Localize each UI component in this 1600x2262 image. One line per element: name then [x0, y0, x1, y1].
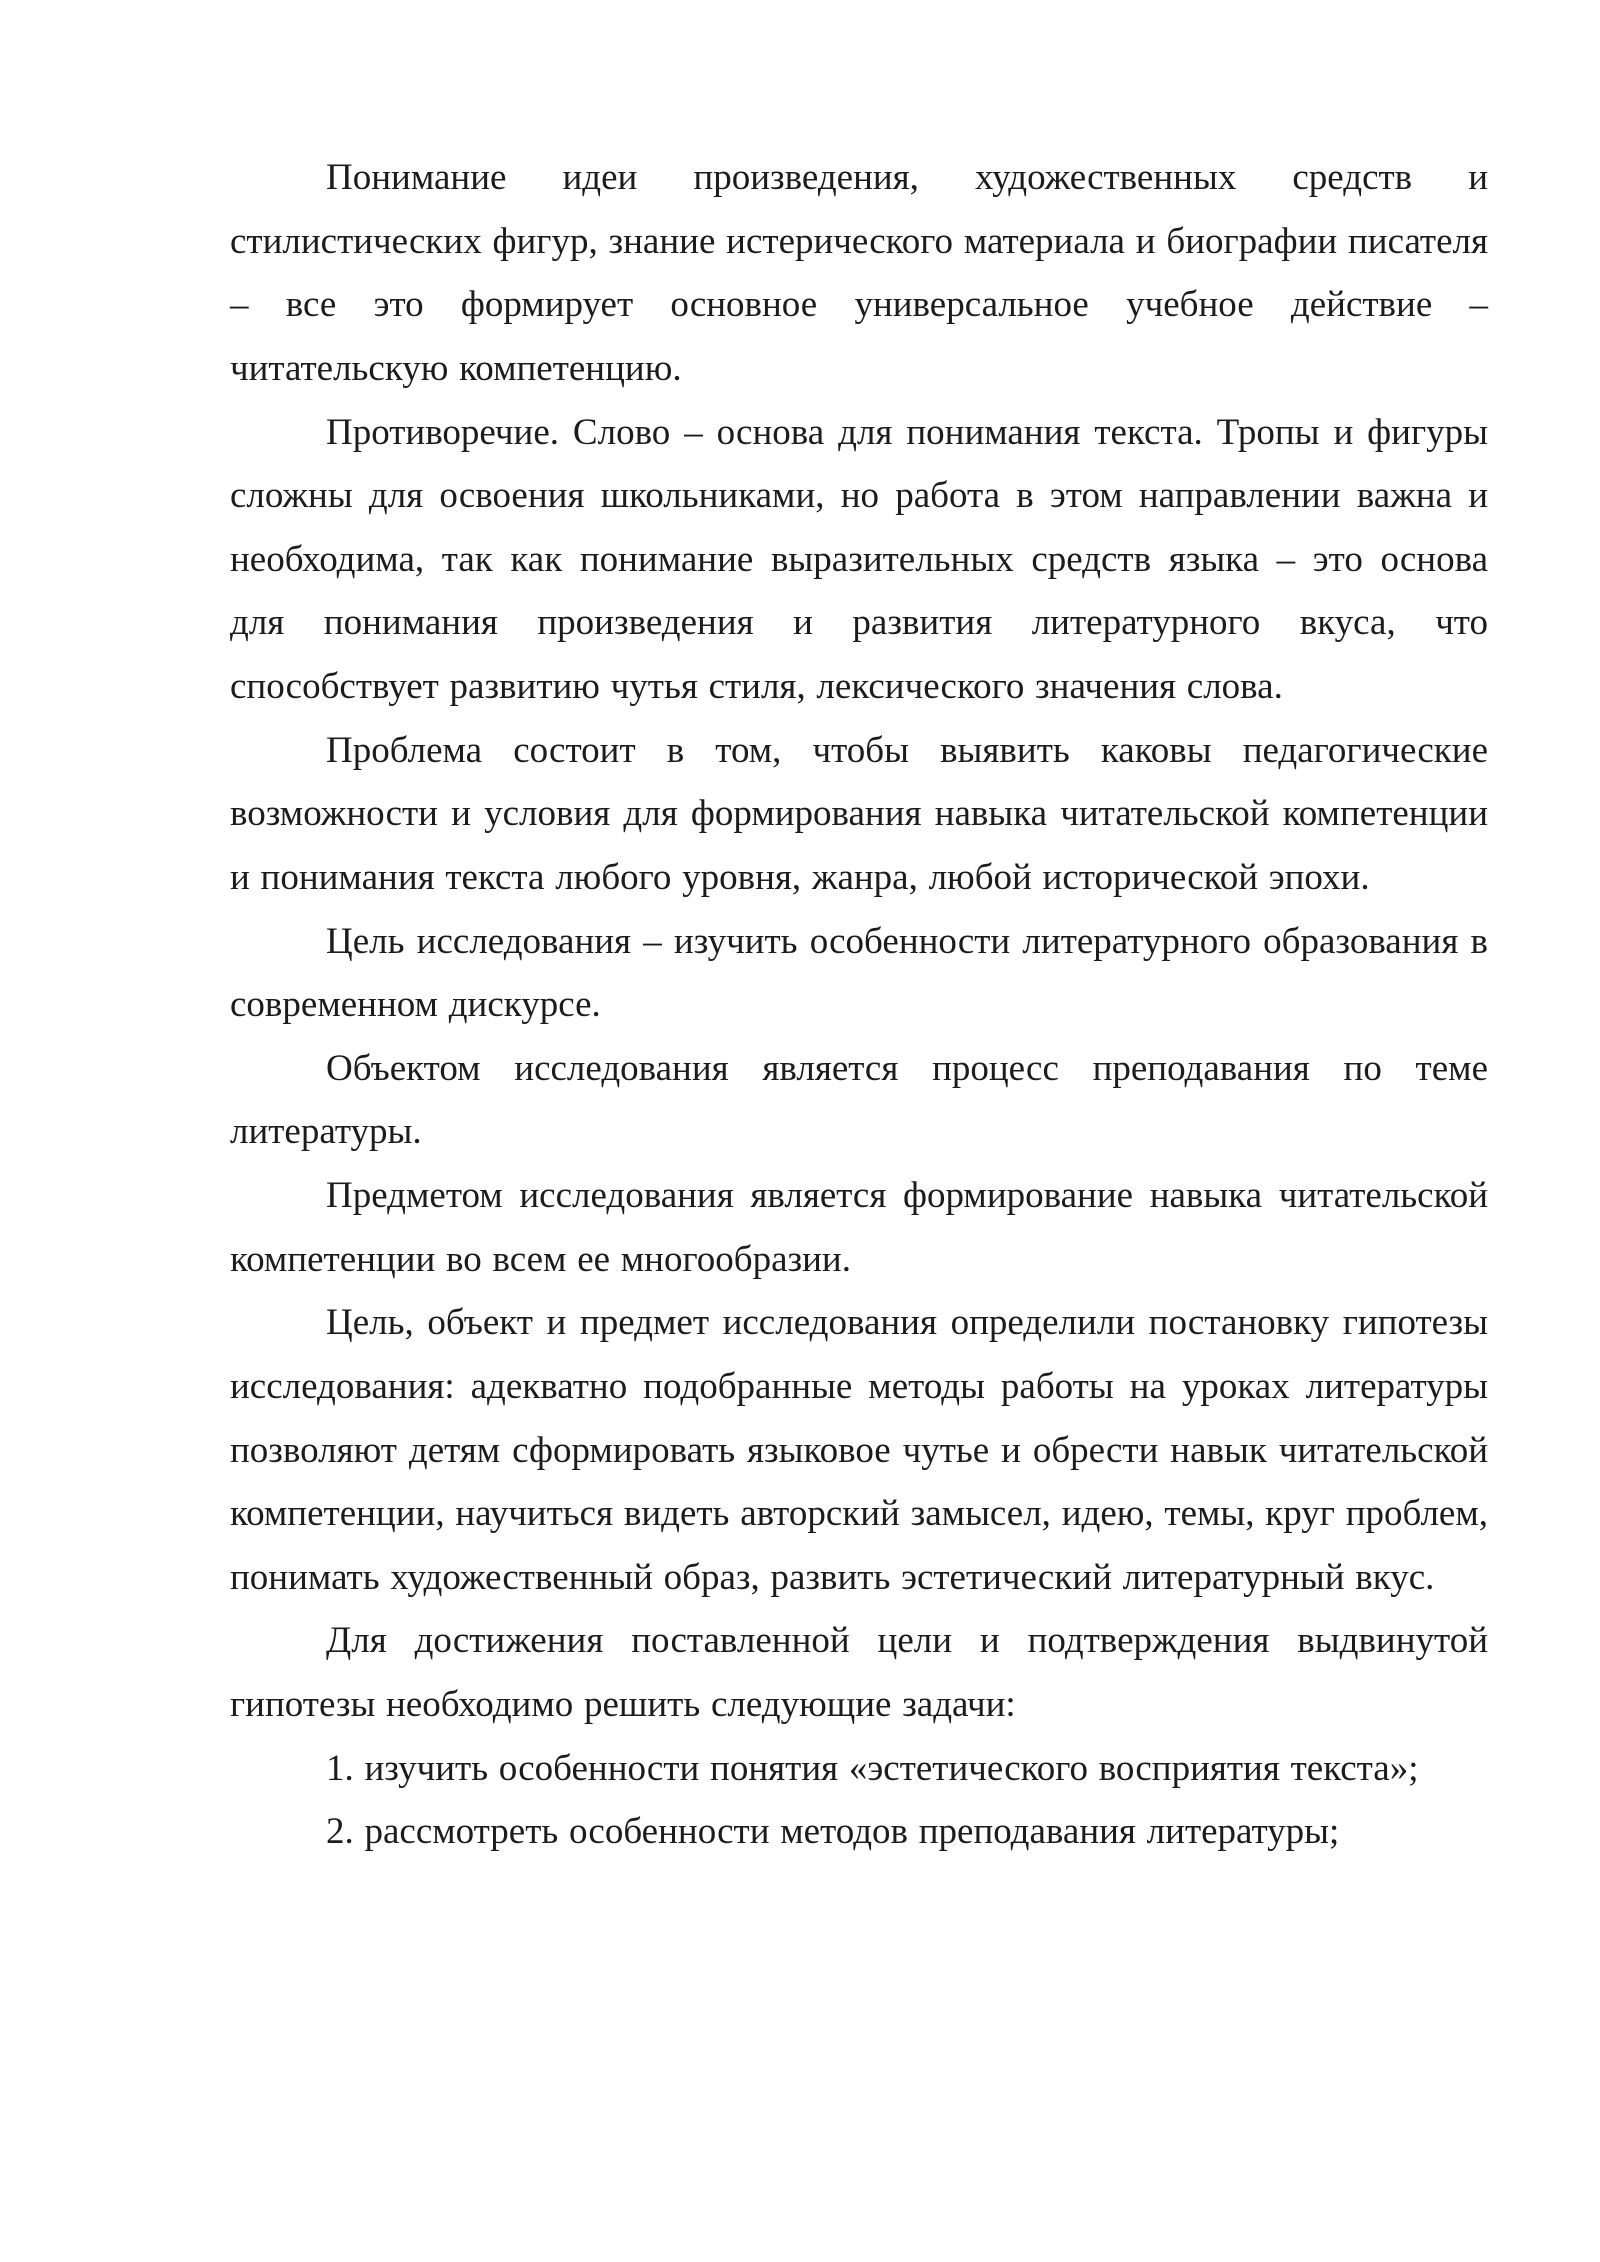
paragraph-research-object: Объектом исследования является процесс преподавания по теме литературы.	[230, 1047, 1488, 1153]
paragraph-tasks-intro: Для достижения поставленной цели и подтверждения выдвинутой гипотезы необходимо решить следующие задачи:	[230, 1620, 1488, 1725]
paragraph-contradiction: Противоречие. Слово – основа для понимания текста. Тропы и фигуры сложны для освоения школьниками, но работа в этом направлении важна и необходима, так как понимание выразительных средств языка – это основа для понимания произведения и развития литературного вкуса, что способствует развитию чутья стиля, лексического значения слова.	[230, 411, 1488, 707]
paragraph-hypothesis: Цель, объект и предмет исследования определили постановку гипотезы исследования: адекватно подобранные методы работы на уроках литературы позволяют детям сформировать языковое чутье и обрести навык читательской компетенции, научиться видеть авторский замысел, идею, темы, круг проблем, понимать художественный образ, развить эстетический литературный вкус.	[230, 1302, 1488, 1598]
document-text-block	[230, 146, 1488, 1864]
paragraph-problem: Проблема состоит в том, чтобы выявить каковы педагогические возможности и условия для формирования навыка читательской компетенции и понимания текста любого уровня, жанра, любой исторической эпохи.	[230, 729, 1488, 898]
task-item-2: 2. рассмотреть особенности методов преподавания литературы;	[326, 1811, 1340, 1853]
task-item-1: 1. изучить особенности понятия «эстетического восприятия текста»;	[326, 1747, 1419, 1789]
paragraph-research-subject: Предметом исследования является формирование навыка читательской компетенции во всем ее многообразии.	[230, 1175, 1488, 1280]
paragraph-intro-competence: Понимание идеи произведения, художественных средств и стилистических фигур, знание истерического материала и биографии писателя – все это формирует основное универсальное учебное действие – читательскую компетенцию.	[230, 157, 1488, 389]
paragraph-research-goal: Цель исследования – изучить особенности литературного образования в современном дискурсе.	[230, 920, 1488, 1026]
